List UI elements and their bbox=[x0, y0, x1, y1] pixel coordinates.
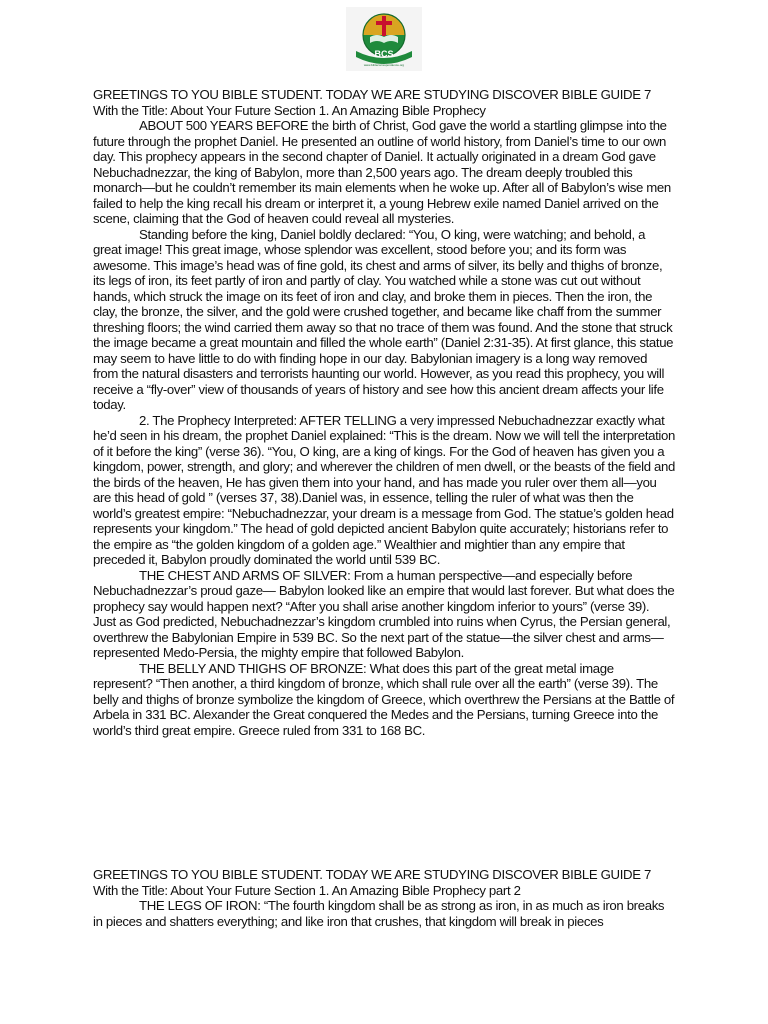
paragraph-3: 2. The Prophecy Interpreted: AFTER TELLING a very impressed Nebuchadnezzar exactly what he’d seen in his dream, the prophet Daniel explained: “This is the dream. Now we will tell the interpretation of it before the king” (verse 36). “You, O king, are a king of kings. For the God of heaven has given you a kingdom, power, strength, and glory; and wherever the children of men dwell, or the beasts of the field and the birds of the heaven, He has given them into your hand, and has made you ruler over them all—you are this head of gold ” (verses 37, 38).Daniel was, in essence, telling the ruler of what was then the world’s greatest empire: “Nebuchadnezzar, your dream is a message from God. The statue’s golden head represents your kingdom.” The head of gold depicted ancient Babylon quite accurately; historians refer to the empire as “the golden kingdom of a golden age.” Wealthier and mightier than any empire that preceded it, Babylon proudly dominated the world until 539 BC. bbox=[93, 412, 675, 567]
paragraph-4: THE CHEST AND ARMS OF SILVER: From a human perspective—and especially before Nebuchadnezzar’s proud gaze— Babylon looked like an empire that would last forever. But what does the prophecy say would happen next? “After you shall arise another kingdom inferior to yours” (verse 39). Just as God predicted, Nebuchadnezzar’s kingdom crumbled into ruins when Cyrus, the Persian general, overthrew the Babylonian Empire in 539 BC. So the next part of the statue—the silver chest and arms—represented Medo-Persia, the mighty empire that followed Babylon. bbox=[93, 567, 675, 660]
document-section-2 bbox=[93, 867, 675, 929]
section1-header-line1: GREETINGS TO YOU BIBLE STUDENT. TODAY WE ARE STUDYING DISCOVER BIBLE GUIDE 7 bbox=[93, 87, 651, 102]
paragraph-2: Standing before the king, Daniel boldly declared: “You, O king, were watching; and behold, a great image! This great image, whose splendor was excellent, stood before you; and its form was awesome. This image’s head was of fine gold, its chest and arms of silver, its belly and thighs of bronze, its legs of iron, its feet partly of iron and partly of clay. You watched while a stone was cut out without hands, which struck the image on its feet of iron and clay, and broke them in pieces. Then the iron, the clay, the bronze, the silver, and the gold were crushed together, and became like chaff from the summer threshing floors; the wind carried them away so that no trace of them was found. And the stone that struck the image became a great mountain and filled the whole earth” (Daniel 2:31-35). At first glance, this statue may seem to have little to do with finding hope in our day. Babylonian imagery is a long way removed from the natural disasters and terrorists haunting our world. However, as you read this prophecy, you will receive a “fly-over” view of thousands of years of history and see how this ancient dream affects your life today. bbox=[93, 226, 674, 412]
logo-text: BCS bbox=[374, 49, 394, 59]
section2-paragraph-1: THE LEGS OF IRON: “The fourth kingdom shall be as strong as iron, in as much as iron breaks in pieces and shatters everything; and like iron that crushes, that kingdom will break in pieces bbox=[93, 898, 665, 929]
document-section-1 bbox=[93, 87, 675, 738]
paragraph-5: THE BELLY AND THIGHS OF BRONZE: What does this part of the great metal image represent? “Then another, a third kingdom of bronze, which shall rule over all the earth” (verse 39). The belly and thighs of bronze symbolize the kingdom of Greece, which overthrew the Persians at the Battle of Arbela in 331 BC. Alexander the Great conquered the Medes and the Persians, turning Greece into the world’s third great empire. Greece ruled from 331 to 168 BC. bbox=[93, 660, 675, 738]
bcs-logo bbox=[346, 7, 422, 71]
logo-subtext: www.biblecorrespondence.org bbox=[363, 63, 405, 67]
section2-header-line2: With the Title: About Your Future Section 1. An Amazing Bible Prophecy part 2 bbox=[93, 882, 521, 898]
paragraph-1: ABOUT 500 YEARS BEFORE the birth of Christ, God gave the world a startling glimpse into the future through the prophet Daniel. He presented an outline of world history, from Daniel’s time to our own day. This prophecy appears in the second chapter of Daniel. It actually originated in a dream God gave Nebuchadnezzar, the king of Babylon, more than 2,500 years ago. The dream deeply troubled this monarch—but he couldn’t remember its main elements when he woke up. After all of Babylon’s wise men failed to help the king recall his dream or interpret it, a young Hebrew exile named Daniel arrived on the scene, claiming that the God of heaven could reveal all mysteries. bbox=[93, 118, 671, 226]
section1-header-line2: With the Title: About Your Future Section 1. An Amazing Bible Prophecy bbox=[93, 102, 486, 118]
section2-header-line1: GREETINGS TO YOU BIBLE STUDENT. TODAY WE ARE STUDYING DISCOVER BIBLE GUIDE 7 bbox=[93, 867, 651, 882]
